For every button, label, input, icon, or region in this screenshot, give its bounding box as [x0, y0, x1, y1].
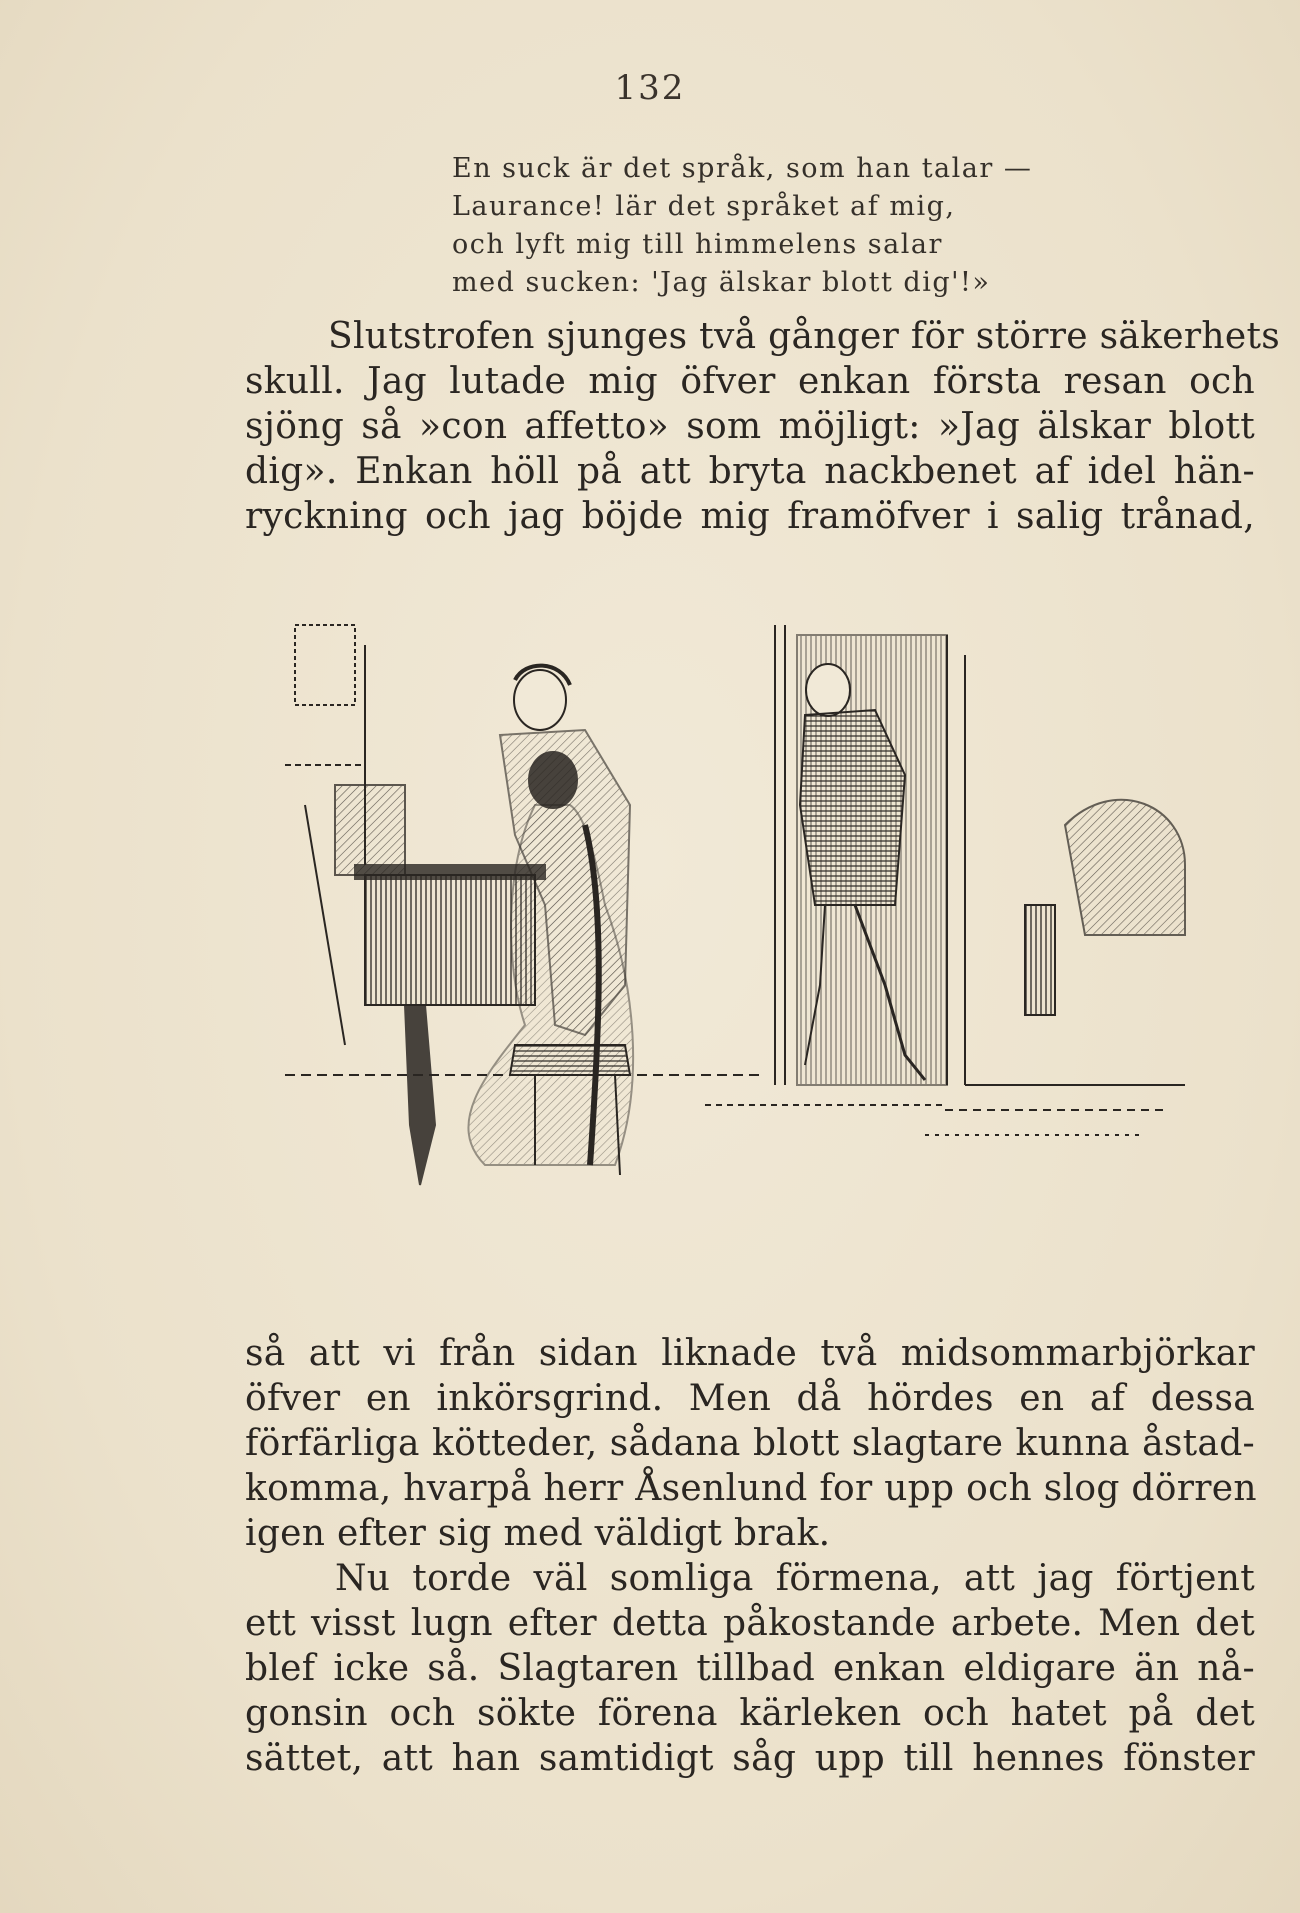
text-line: Nu torde väl somliga förmena, att jag förtjent — [335, 1558, 1255, 1599]
paragraph-1 — [245, 314, 1281, 539]
text-line: sjöng så »con affetto» som möjligt: »Jag älskar blott — [245, 406, 1255, 447]
illustration-piano-scene — [285, 605, 1215, 1275]
text-line: öfver en inkörsgrind. Men då hördes en af dessa — [245, 1378, 1255, 1419]
verse-line: Laurance! lär det språket af mig, — [452, 191, 956, 222]
text-line: sättet, att han samtidigt såg upp till hennes fönster — [245, 1738, 1255, 1779]
text-line: så att vi från sidan liknade två midsommarbjörkar — [245, 1333, 1255, 1374]
verse-line: och lyft mig till himmelens salar — [452, 229, 943, 260]
text-line: igen efter sig med väldigt brak. — [245, 1513, 831, 1554]
page-number: 132 — [614, 68, 686, 108]
text-line: förfärliga kötteder, sådana blott slagtare kunna åstad- — [245, 1423, 1255, 1464]
text-line: ett visst lugn efter detta påkostande arbete. Men det — [245, 1603, 1255, 1644]
text-line: ryckning och jag böjde mig framöfver i salig trånad, — [245, 496, 1255, 537]
text-line: skull. Jag lutade mig öfver enkan första resan och — [245, 361, 1255, 402]
text-line: dig». Enkan höll på att bryta nackbenet af idel hän- — [245, 451, 1255, 492]
verse-block — [452, 150, 1102, 302]
text-line: Slutstrofen sjunges två gånger för större säkerhets — [328, 316, 1281, 357]
verse-line: En suck är det språk, som han talar — — [452, 153, 1033, 184]
text-line: gonsin och sökte förena kärleken och hatet på det — [245, 1693, 1255, 1734]
verse-line: med sucken: 'Jag älskar blott dig'!» — [452, 267, 991, 298]
paragraph-3 — [245, 1556, 1255, 1781]
text-line: komma, hvarpå herr Åsenlund for upp och slog dörren — [245, 1468, 1257, 1509]
paragraph-2 — [245, 1331, 1255, 1556]
text-line: blef icke så. Slagtaren tillbad enkan eldigare än nå- — [245, 1648, 1255, 1689]
